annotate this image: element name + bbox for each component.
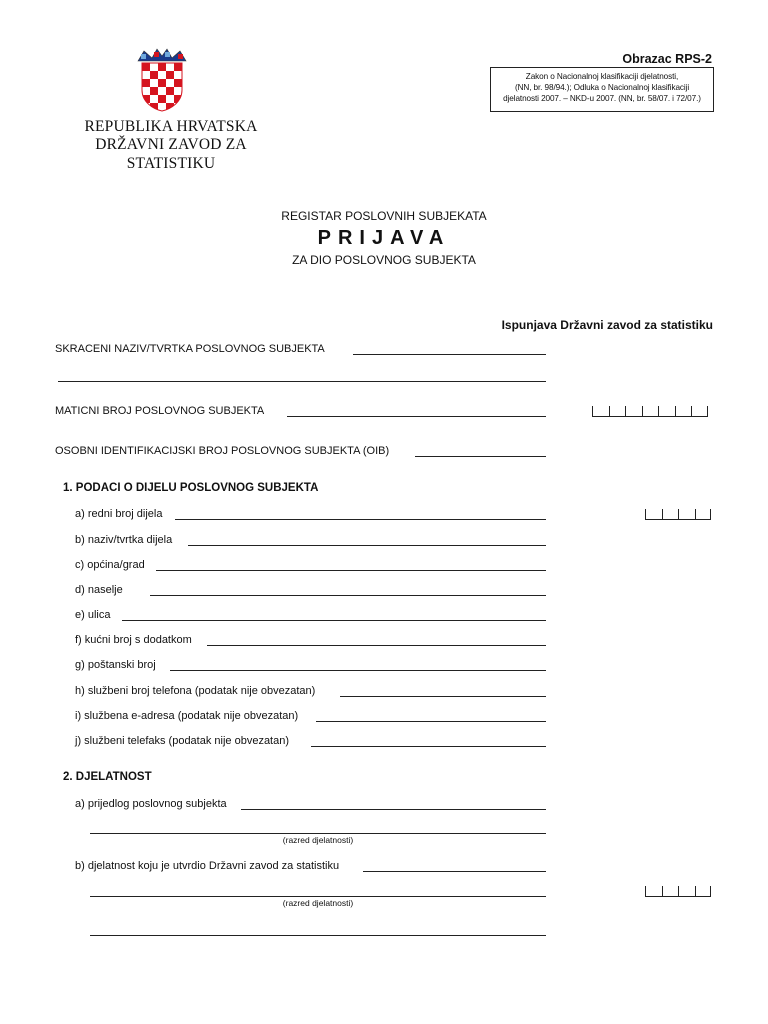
field-e-input[interactable] bbox=[122, 620, 546, 621]
field-label-d: d) naselje bbox=[75, 584, 123, 596]
coat-of-arms-icon bbox=[133, 46, 191, 112]
activity-determined-label: b) djelatnost koju je utvrdio Državni zavod za statistiku bbox=[75, 860, 340, 872]
activity-proposal-input-cont[interactable] bbox=[90, 833, 546, 834]
form-code: Obrazac RPS-2 bbox=[622, 52, 712, 66]
law-reference-box bbox=[490, 67, 714, 112]
reg-number-field[interactable] bbox=[287, 416, 546, 417]
oib-field[interactable] bbox=[415, 456, 546, 457]
activity-office-boxes[interactable] bbox=[645, 885, 711, 897]
field-label-i: i) službena e-adresa (podatak nije obvezatan) bbox=[75, 710, 299, 722]
class-caption-a: (razred djelatnosti) bbox=[282, 835, 354, 845]
field-h-input[interactable] bbox=[340, 696, 546, 697]
field-d-input[interactable] bbox=[150, 595, 546, 596]
field-label-b: b) naziv/tvrtka dijela bbox=[75, 534, 173, 546]
register-title: REGISTAR POSLOVNIH SUBJEKATA bbox=[281, 209, 487, 223]
form-title: PRIJAVA bbox=[317, 227, 451, 249]
field-label-e: e) ulica bbox=[75, 609, 111, 621]
field-f-input[interactable] bbox=[207, 645, 546, 646]
org-name-line2: DRŽAVNI ZAVOD ZA STATISTIKU bbox=[95, 136, 247, 172]
short-name-field-cont[interactable] bbox=[58, 381, 546, 382]
part-number-office-boxes[interactable] bbox=[645, 508, 711, 520]
field-label-a: a) redni broj dijela bbox=[75, 508, 163, 520]
field-label-c: c) općina/grad bbox=[75, 559, 145, 571]
activity-proposal-label: a) prijedlog poslovnog subjekta bbox=[75, 798, 227, 810]
field-a-input[interactable] bbox=[175, 519, 546, 520]
field-g-input[interactable] bbox=[170, 670, 546, 671]
field-label-f: f) kućni broj s dodatkom bbox=[75, 634, 192, 646]
short-name-label: SKRACENI NAZIV/TVRTKA POSLOVNOG SUBJEKTA bbox=[55, 343, 325, 355]
field-b-input[interactable] bbox=[188, 545, 546, 546]
class-caption-b: (razred djelatnosti) bbox=[282, 898, 354, 908]
field-label-j: j) službeni telefaks (podatak nije obvezatan) bbox=[75, 735, 290, 747]
field-label-h: h) službeni broj telefona (podatak nije obvezatan) bbox=[75, 685, 316, 697]
law-line: Zakon o Nacionalnoj klasifikaciji djelatnosti, bbox=[525, 72, 679, 81]
field-j-input[interactable] bbox=[311, 746, 546, 747]
activity-determined-input-cont[interactable] bbox=[90, 896, 546, 897]
field-label-g: g) poštanski broj bbox=[75, 659, 156, 671]
short-name-field[interactable] bbox=[353, 354, 546, 355]
oib-label: OSOBNI IDENTIFIKACIJSKI BROJ POSLOVNOG SUBJEKTA (OIB) bbox=[55, 445, 390, 457]
activity-extra-input[interactable] bbox=[90, 935, 546, 936]
section2-title: 2. DJELATNOST bbox=[63, 771, 152, 783]
law-line: (NN, br. 98/94.); Odluka o Nacionalnoj klasifikaciji bbox=[514, 83, 690, 92]
field-i-input[interactable] bbox=[316, 721, 546, 722]
form-subtitle: ZA DIO POSLOVNOG SUBJEKTA bbox=[292, 253, 476, 267]
activity-proposal-input[interactable] bbox=[241, 809, 546, 810]
org-name-line1: REPUBLIKA HRVATSKA bbox=[84, 118, 258, 135]
law-line: djelatnosti 2007. – NKD-u 2007. (NN, br. 58/07. i 72/07.) bbox=[503, 94, 701, 103]
office-use-heading: Ispunjava Državni zavod za statistiku bbox=[501, 318, 713, 332]
reg-number-label: MATICNI BROJ POSLOVNOG SUBJEKTA bbox=[55, 405, 265, 417]
reg-number-office-boxes[interactable] bbox=[592, 405, 708, 417]
activity-determined-input[interactable] bbox=[363, 871, 546, 872]
section1-title: 1. PODACI O DIJELU POSLOVNOG SUBJEKTA bbox=[63, 482, 319, 494]
field-c-input[interactable] bbox=[156, 570, 546, 571]
